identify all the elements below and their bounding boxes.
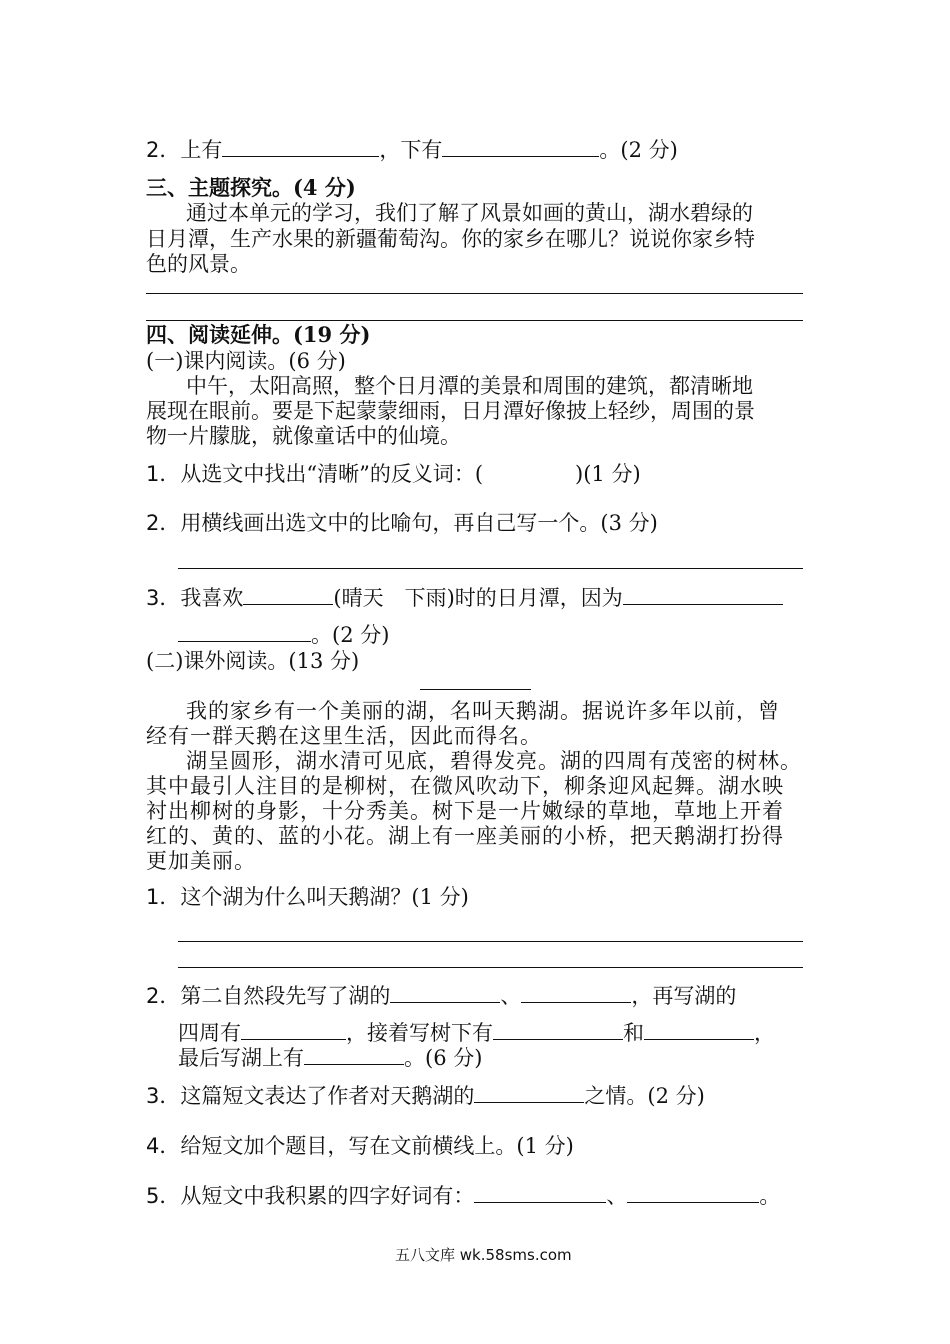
answer-blank[interactable] xyxy=(178,622,311,642)
part-1-question-3-cont: 。(2 分) xyxy=(178,622,389,648)
part-2-question-2: 2．第二自然段先写了湖的 、 ，再写湖的 xyxy=(146,984,737,1008)
answer-line[interactable] xyxy=(178,941,803,942)
answer-blank[interactable] xyxy=(222,137,379,157)
part-2-question-2-cont: 最后写湖上有 。(6 分) xyxy=(178,1046,483,1070)
answer-blank[interactable] xyxy=(474,1183,606,1203)
question-number: 2． xyxy=(146,984,181,1008)
passage-line: 物一片朦胧，就像童话中的仙境。 xyxy=(146,424,461,448)
answer-blank[interactable] xyxy=(304,1045,404,1065)
question-number: 1． xyxy=(146,462,181,486)
answer-blank[interactable] xyxy=(627,1183,759,1203)
section-3-paragraph-line: 通过本单元的学习，我们了解了风景如画的黄山，湖水碧绿的 xyxy=(186,201,753,225)
answer-blank[interactable] xyxy=(474,1083,584,1103)
section-3-paragraph-line: 色的风景。 xyxy=(146,252,251,276)
question-number: 3． xyxy=(146,586,181,610)
question-number: 1． xyxy=(146,885,181,909)
question-number: 2． xyxy=(146,511,181,535)
passage-line: 湖呈圆形，湖水清可见底，碧得发亮。湖的四周有茂密的树林。 xyxy=(186,749,802,773)
answer-blank[interactable] xyxy=(493,1020,623,1040)
answer-line[interactable] xyxy=(146,293,803,294)
part-2-question-1: 1．这个湖为什么叫天鹅湖？(1 分) xyxy=(146,885,469,909)
passage-line: 红的、黄的、蓝的小花。湖上有一座美丽的小桥，把天鹅湖打扮得 xyxy=(146,824,784,848)
answer-blank[interactable] xyxy=(521,983,631,1003)
section-4-title: 四、阅读延伸。(19 分) xyxy=(146,322,371,347)
passage-line: 展现在眼前。要是下起蒙蒙细雨，日月潭好像披上轻纱，周围的景 xyxy=(146,399,755,423)
question-number: 3． xyxy=(146,1084,181,1108)
part-2-question-5: 5．从短文中我积累的四字好词有： 、 。 xyxy=(146,1184,781,1208)
part-2-title: (二)课外阅读。(13 分) xyxy=(146,649,360,673)
part-1-question-2: 2．用横线画出选文中的比喻句，再自己写一个。(3 分) xyxy=(146,511,658,535)
answer-line[interactable] xyxy=(146,320,803,321)
part-2-question-3: 3．这篇短文表达了作者对天鹅湖的 之情。(2 分) xyxy=(146,1084,705,1108)
part-1-title: (一)课内阅读。(6 分) xyxy=(146,349,346,373)
question-number: 2． xyxy=(146,138,181,162)
passage-line: 其中最引人注目的是柳树，在微风吹动下，柳条迎风起舞。湖水映 xyxy=(146,774,784,798)
page-footer: 五八文库 wk.58sms.com xyxy=(395,1246,572,1264)
passage-line: 更加美丽。 xyxy=(146,849,256,873)
title-blank[interactable] xyxy=(420,689,531,690)
answer-line[interactable] xyxy=(178,967,803,968)
part-2-question-4: 4．给短文加个题目，写在文前横线上。(1 分) xyxy=(146,1134,574,1158)
passage-line: 我的家乡有一个美丽的湖，名叫天鹅湖。据说许多年以前，曾 xyxy=(186,699,780,723)
answer-blank[interactable] xyxy=(241,1020,346,1040)
passage-line: 经有一群天鹅在这里生活，因此而得名。 xyxy=(146,724,542,748)
section-3-paragraph-line: 日月潭，生产水果的新疆葡萄沟。你的家乡在哪儿？说说你家乡特 xyxy=(146,227,755,251)
question-number: 5． xyxy=(146,1184,181,1208)
answer-blank[interactable] xyxy=(243,585,333,605)
part-2-question-2-cont: 四周有 ，接着写树下有 和 ， xyxy=(178,1021,775,1045)
section-3-title: 三、主题探究。(4 分) xyxy=(146,175,356,200)
answer-blank[interactable] xyxy=(644,1020,754,1040)
question-2-fill: 2．上有 ，下有 。(2 分) xyxy=(146,138,678,162)
part-1-question-3: 3．我喜欢 (晴天 下雨)时的日月潭，因为 xyxy=(146,585,783,611)
question-number: 4． xyxy=(146,1134,181,1158)
answer-blank[interactable] xyxy=(442,137,599,157)
answer-blank[interactable] xyxy=(390,983,500,1003)
passage-line: 中午，太阳高照，整个日月潭的美景和周围的建筑，都清晰地 xyxy=(186,374,753,398)
part-1-question-1: 1．从选文中找出“清晰”的反义词：( )(1 分) xyxy=(146,462,641,486)
answer-line[interactable] xyxy=(178,568,803,569)
passage-line: 衬出柳树的身影，十分秀美。树下是一片嫩绿的草地，草地上开着 xyxy=(146,799,784,823)
answer-blank[interactable] xyxy=(623,585,783,605)
